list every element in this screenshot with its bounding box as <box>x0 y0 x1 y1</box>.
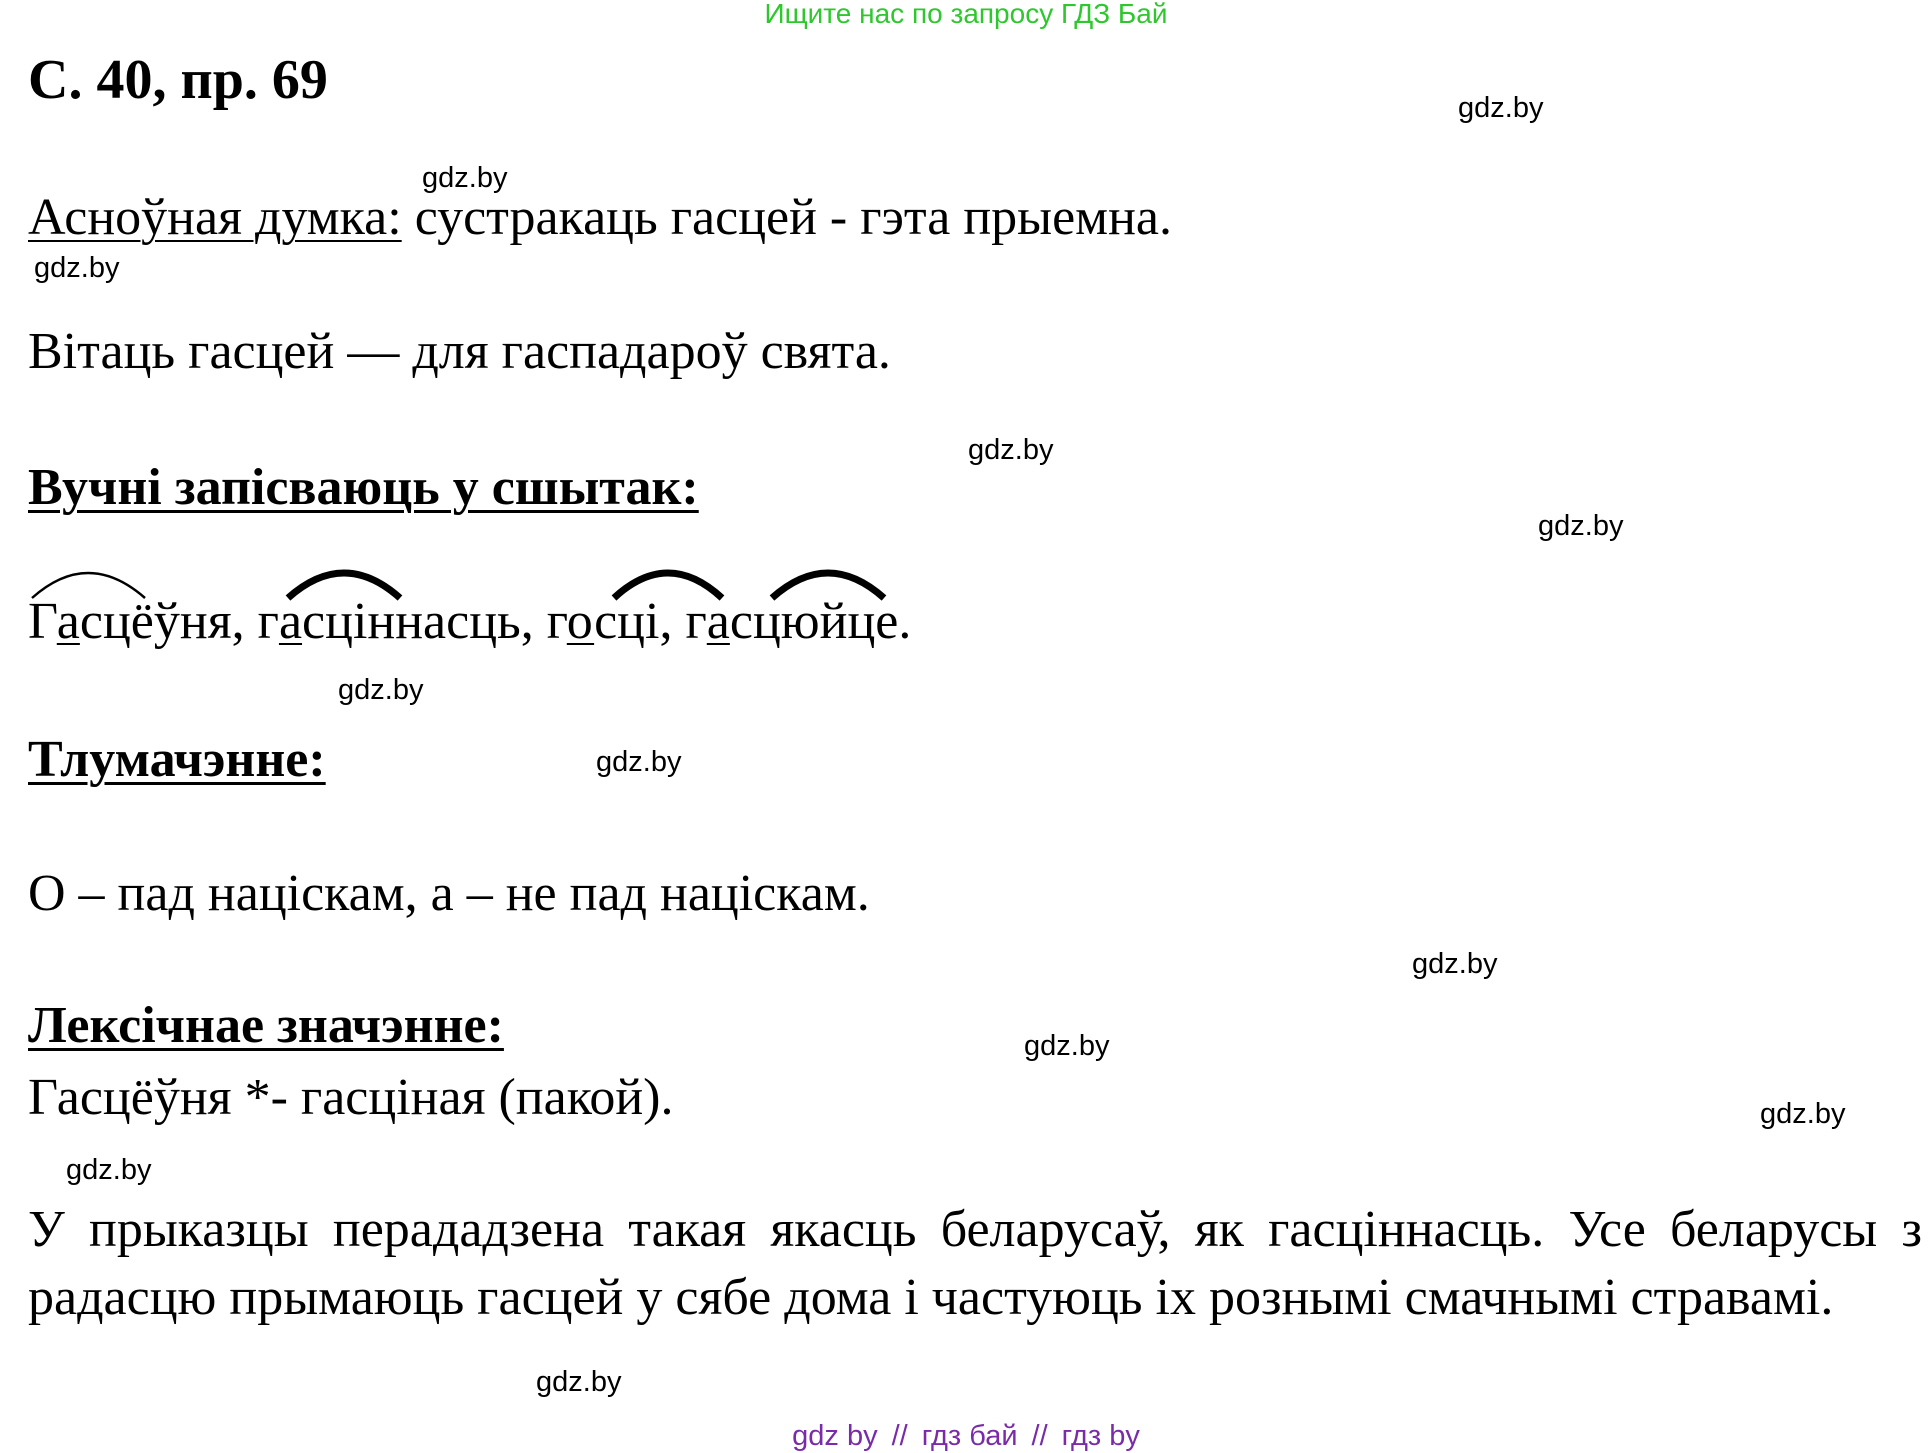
word-prefix: г <box>257 593 279 650</box>
cognate-words-line <box>28 592 911 651</box>
main-idea-text: сустракаць гасцей - гэта прыемна. <box>401 189 1172 246</box>
conclusion-paragraph <box>28 1196 1922 1332</box>
word-separator: . <box>898 593 912 650</box>
footer-separator: // <box>891 1420 908 1452</box>
cognate-word <box>258 593 521 650</box>
word-rest: сцёўня <box>79 593 232 650</box>
word-rest: сціннасць <box>302 593 521 650</box>
cognate-word <box>685 593 898 650</box>
main-idea-line <box>28 188 1172 247</box>
watermark: gdz.by <box>422 162 508 194</box>
footer-links <box>0 1420 1932 1453</box>
watermark: gdz.by <box>536 1366 622 1398</box>
footer-link-1[interactable]: gdz by <box>792 1420 878 1452</box>
top-banner: Ищите нас по запросу ГДЗ Бай <box>764 0 1168 29</box>
watermark: gdz.by <box>1538 510 1624 542</box>
footer-link-3[interactable]: гдз by <box>1061 1420 1140 1452</box>
watermark: gdz.by <box>34 252 120 284</box>
main-idea-label: Асноўная думка: <box>28 189 402 246</box>
lexical-heading: Лексічнае значэнне: <box>28 997 504 1054</box>
word-separator: , <box>231 593 258 650</box>
word-rest: сці <box>594 593 660 650</box>
watermark: gdz.by <box>968 434 1054 466</box>
checked-vowel: а <box>278 593 303 650</box>
watermark: gdz.by <box>596 746 682 778</box>
explanation-text: О – пад націскам, а – не пад націскам. <box>28 865 870 922</box>
checked-vowel: а <box>56 593 80 650</box>
checked-vowel: а <box>706 593 730 650</box>
proverb-text: Вітаць гасцей — для гаспадароў свята. <box>28 323 891 380</box>
watermark: gdz.by <box>1412 948 1498 980</box>
watermark: gdz.by <box>1760 1098 1846 1130</box>
explanation-heading: Тлумачэнне: <box>28 731 326 788</box>
lexical-text: Гасцёўня *- гасціная (пакой). <box>28 1069 674 1126</box>
watermark: gdz.by <box>338 674 424 706</box>
conclusion-text: У прыказцы перададзена такая якасць беларусаў, як гасціннасць. Усе беларусы з радасцю прымаюць гасцей у сябе дома і частуюць іх рознымі смачнымі стравамі. <box>28 1201 1922 1326</box>
word-prefix: Г <box>28 593 57 650</box>
cognate-word <box>28 593 232 650</box>
checked-vowel: о <box>566 593 595 650</box>
footer-link-2[interactable]: гдз бай <box>921 1420 1018 1452</box>
word-rest: сцюйце <box>729 593 899 650</box>
word-prefix: г <box>546 593 567 650</box>
word-separator: , <box>520 593 547 650</box>
watermark: gdz.by <box>66 1154 152 1186</box>
watermark: gdz.by <box>1458 92 1544 124</box>
watermark: gdz.by <box>1024 1030 1110 1062</box>
students-write-heading: Вучні запісваюць у сшытак: <box>28 459 699 516</box>
word-separator: , <box>659 593 686 650</box>
word-prefix: г <box>685 593 707 650</box>
page-title: С. 40, пр. 69 <box>28 49 328 111</box>
cognate-word <box>547 593 660 650</box>
footer-separator: // <box>1031 1420 1048 1452</box>
